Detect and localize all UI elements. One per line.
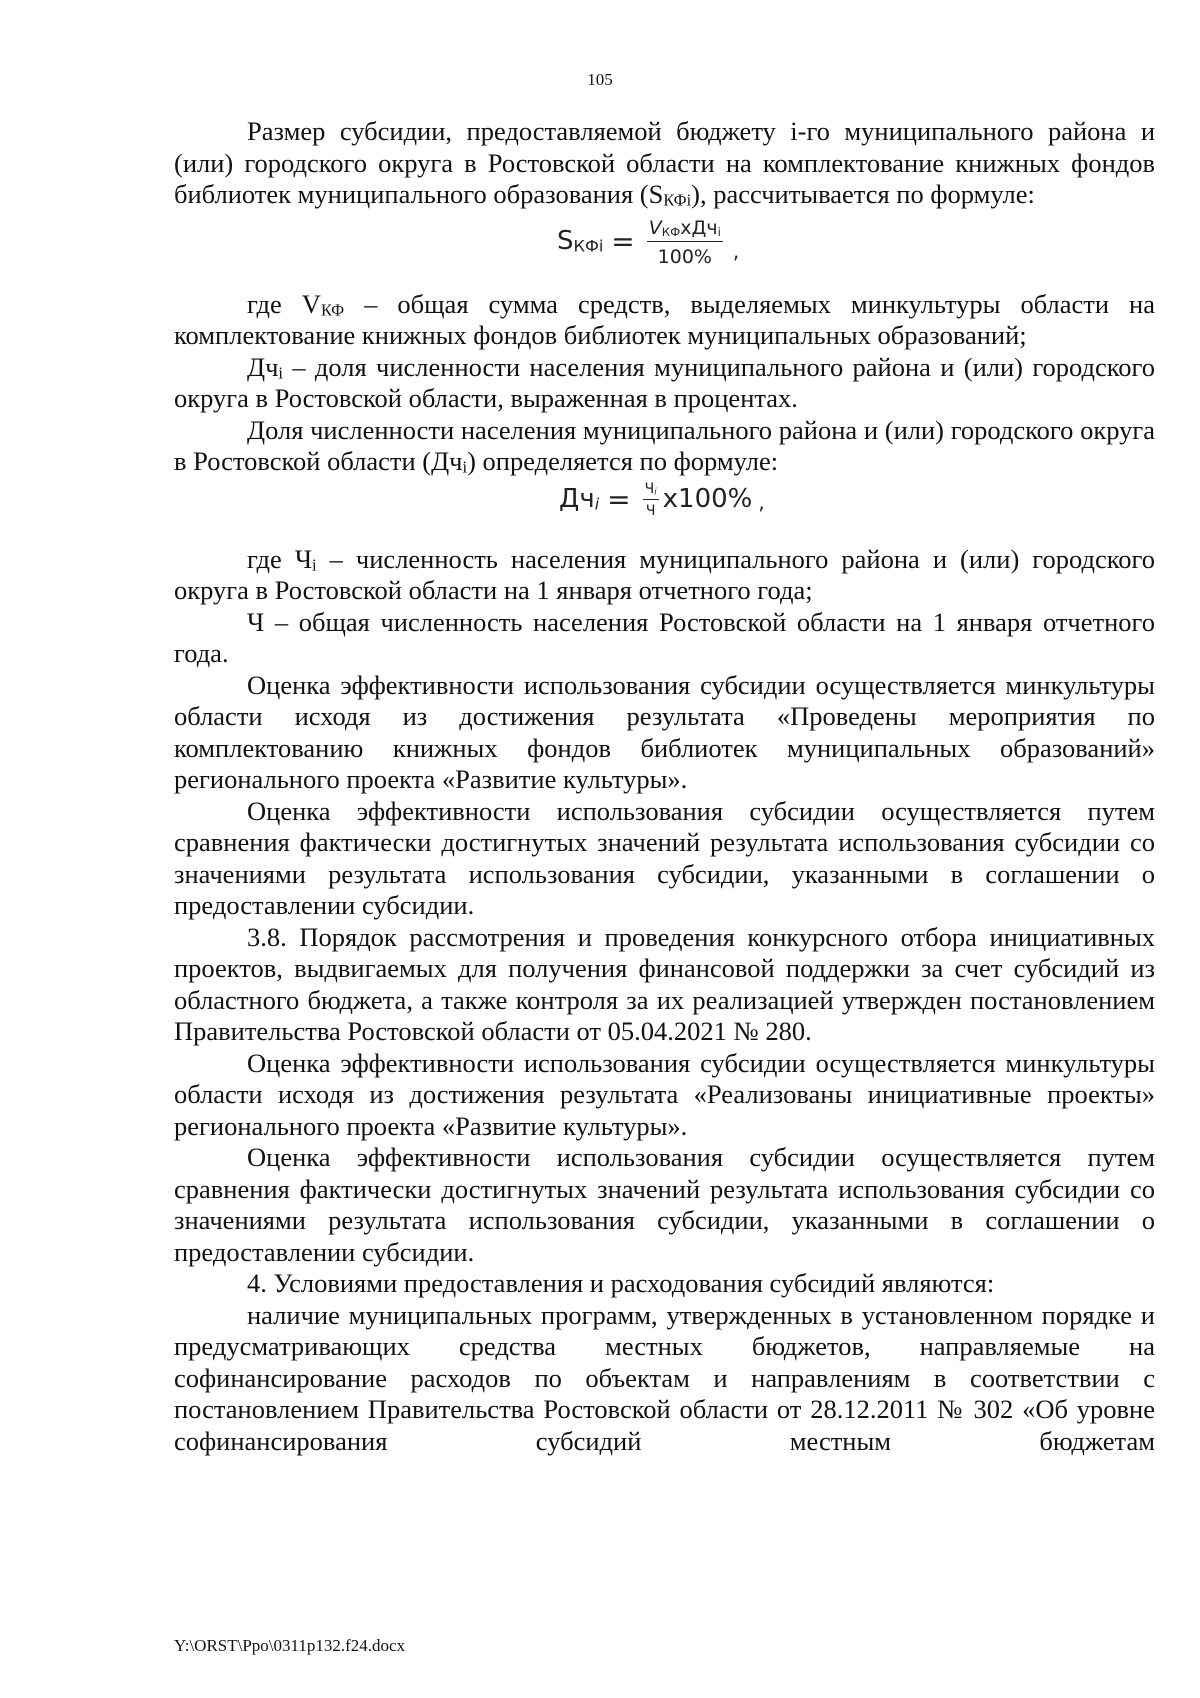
formula-comma: , (732, 239, 740, 263)
subscript: i (278, 362, 283, 382)
formula-equals: = (607, 483, 631, 517)
subscript: i (462, 457, 468, 477)
formula-equals: = (611, 225, 635, 259)
paragraph-chi-definition: где Чi – численность населения муниципального района и (или) городского округа в Ростовской области на 1 января отчетного года; (174, 543, 1155, 605)
paragraph-efficiency-3: Оценка эффективности использования субсидии осуществляется минкультуры области исходя из достижения результата «Реализованы инициативные проекты» регионального проекта «Развитие культуры». (174, 1047, 1155, 1141)
paragraph-conditions: наличие муниципальных программ, утвержденных в установленном порядке и предусматривающих средства местных бюджетов, направляемые на софинансирование расходов по объектам и направлениям в соответствии с постановлением Правительства Ростовской области от 28.12.2011 № 302 «Об уровне софинансирования субсидий местным бюджетам (174, 1299, 1155, 1456)
subscript: КФi (663, 190, 692, 210)
paragraph-vkf-definition: где VКФ – общая сумма средств, выделяемых минкультуры области на комплектование книжных фондов библиотек муниципальных образований; (174, 288, 1155, 350)
subscript: i (312, 554, 317, 574)
formula-fraction (647, 217, 723, 268)
formula-numerator: VКФхДчi (647, 217, 723, 242)
paragraph-subsidy-size: Размер субсидии, предоставляемой бюджету i-го муниципального района и (или) городского округа в Ростовской области на комплектование книжных фондов библиотек муниципального образования (SКФi), рассчитывается по формуле: (174, 116, 1155, 210)
formula-comma: , (758, 490, 765, 514)
paragraph-efficiency-4: Оценка эффективности использования субсидии осуществляется путем сравнения фактически достигнутых значений результата использования субсидии со значениями результата использования субсидии, указанными в соглашении о предоставлении субсидии. (174, 1142, 1155, 1267)
formula-lhs: Дчi (559, 484, 600, 515)
formula-subsidy (174, 211, 1155, 289)
formula-fraction (643, 482, 659, 519)
file-path-footer: Y:\ORST\Ppo\0311p132.f24.docx (174, 1636, 406, 1655)
formula-multiplier: х100% (662, 484, 753, 515)
paragraph-population-share: Доля численности населения муниципального района и (или) городского округа в Ростовской области (Дчi) определяется по формуле: (174, 414, 1155, 477)
formula-numerator: Чi (643, 482, 659, 500)
document-body (174, 116, 1155, 1457)
paragraph-efficiency-1: Оценка эффективности использования субсидии осуществляется минкультуры области исходя из достижения результата «Проведены мероприятия по комплектованию книжных фондов библиотек муниципальных образований» регионального проекта «Развитие культуры». (174, 669, 1155, 794)
paragraph-ch-definition: Ч – общая численность населения Ростовской области на 1 января отчетного года. (174, 606, 1155, 668)
subscript: КФ (320, 299, 345, 319)
paragraph-section-4: 4. Условиями предоставления и расходования субсидий являются: (247, 1268, 995, 1298)
formula-denominator: Ч (645, 502, 656, 519)
page-number: 105 (587, 70, 613, 89)
paragraph-efficiency-2: Оценка эффективности использования субсидии осуществляется путем сравнения фактически достигнутых значений результата использования субсидии со значениями результата использования субсидии, указанными в соглашении о предоставлении субсидии. (174, 795, 1155, 920)
formula-population-share (174, 478, 1155, 544)
paragraph-dchi-definition: Дчi – доля численности населения муниципального района и (или) городского округа в Ростовской области, выраженная в процентах. (174, 351, 1155, 413)
paragraph-section-3-8: 3.8. Порядок рассмотрения и проведения конкурсного отбора инициативных проектов, выдвигаемых для получения финансовой поддержки за счет субсидий из областного бюджета, а также контроля за их реализацией утвержден постановлением Правительства Ростовской области от 05.04.2021 № 280. (174, 921, 1155, 1046)
formula-denominator: 100% (657, 245, 712, 268)
formula-lhs: SКФi (557, 226, 604, 257)
